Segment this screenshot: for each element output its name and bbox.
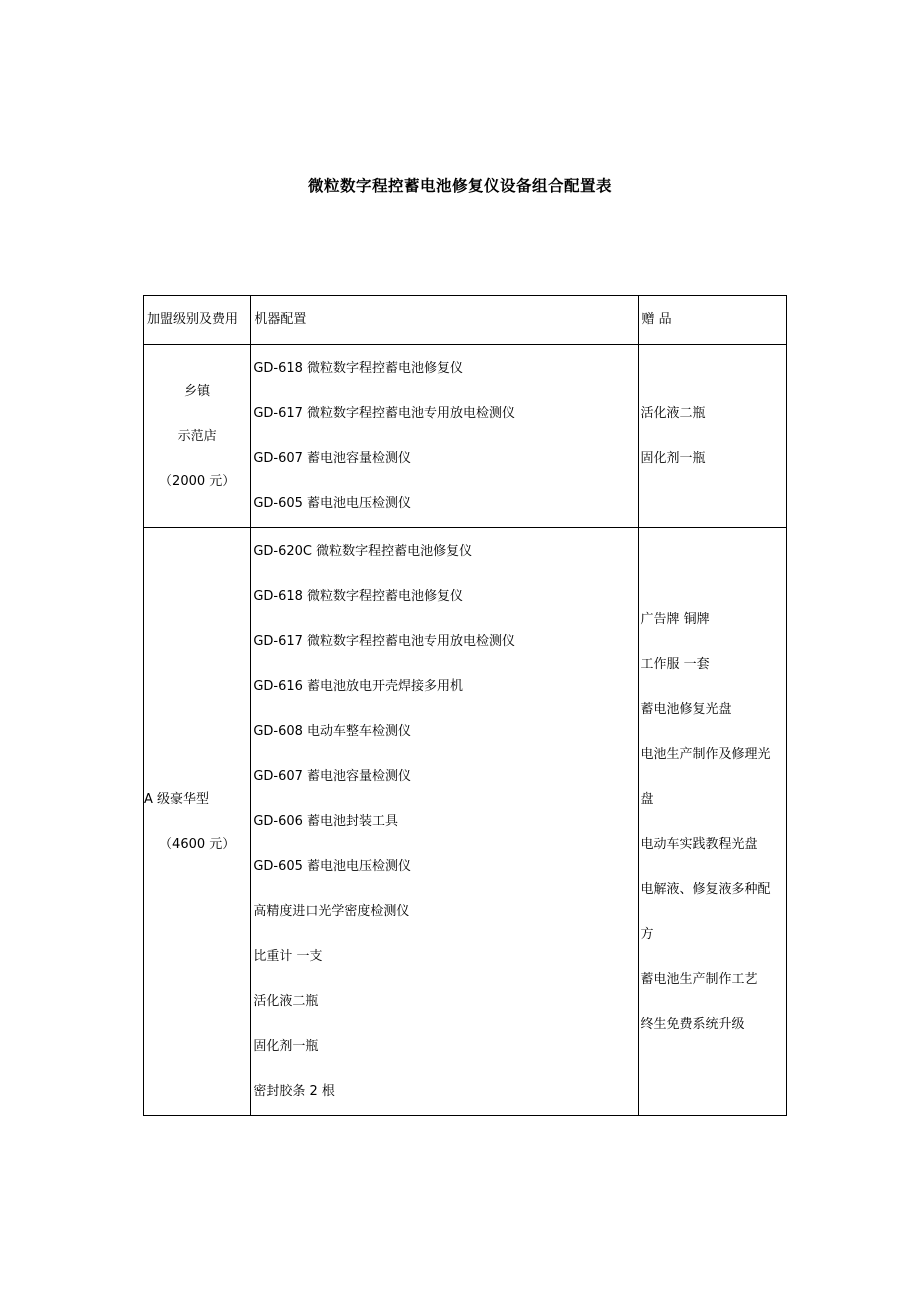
machines-cell <box>251 345 638 528</box>
machine-item: GD-617 微粒数字程控蓄电池专用放电检测仪 <box>253 634 516 649</box>
level-line: A 级豪华型 <box>144 791 210 807</box>
machine-item: 高精度进口光学密度检测仪 <box>253 904 410 919</box>
machine-item: GD-617 微粒数字程控蓄电池专用放电检测仪 <box>253 406 516 421</box>
document-title: 微粒数字程控蓄电池修复仪设备组合配置表 <box>307 177 612 195</box>
machine-item: GD-606 蓄电池封装工具 <box>253 814 399 829</box>
gift-item: 电池生产制作及修理光 <box>640 746 771 762</box>
machines-cell <box>251 528 638 1116</box>
table-row <box>144 528 787 1116</box>
gift-item: 广告牌 铜牌 <box>640 611 710 627</box>
table-row <box>144 345 787 528</box>
gift-item: 盘 <box>640 791 654 807</box>
table-header-row <box>144 296 787 345</box>
machine-item: GD-618 微粒数字程控蓄电池修复仪 <box>253 589 464 604</box>
gifts-cell <box>638 528 786 1116</box>
config-table <box>143 295 787 1116</box>
machine-item: GD-618 微粒数字程控蓄电池修复仪 <box>253 361 464 376</box>
header-level: 加盟级别及费用 <box>144 296 251 345</box>
machine-item: 活化液二瓶 <box>253 994 319 1009</box>
level-line: （4600 元） <box>159 836 236 852</box>
level-line: （2000 元） <box>159 473 236 489</box>
gift-item: 活化液二瓶 <box>640 406 706 421</box>
level-cell <box>144 528 251 1116</box>
machine-item: GD-620C 微粒数字程控蓄电池修复仪 <box>253 544 473 559</box>
gift-item: 蓄电池修复光盘 <box>640 701 732 717</box>
gift-item: 终生免费系统升级 <box>640 1016 745 1032</box>
header-machines: 机器配置 <box>251 296 638 345</box>
machine-item: GD-605 蓄电池电压检测仪 <box>253 496 412 511</box>
header-gifts: 赠 品 <box>638 296 786 345</box>
machine-item: GD-605 蓄电池电压检测仪 <box>253 859 412 874</box>
level-line: 示范店 <box>177 428 217 444</box>
machine-item: GD-607 蓄电池容量检测仪 <box>253 451 412 466</box>
machine-item: GD-607 蓄电池容量检测仪 <box>253 769 412 784</box>
gift-item: 蓄电池生产制作工艺 <box>640 971 758 987</box>
machine-item: 固化剂一瓶 <box>253 1039 319 1054</box>
machine-item: GD-608 电动车整车检测仪 <box>253 724 412 739</box>
machine-item: GD-616 蓄电池放电开壳焊接多用机 <box>253 679 464 694</box>
gifts-cell <box>638 345 786 528</box>
machine-item: 密封胶条 2 根 <box>253 1084 335 1099</box>
level-cell <box>144 345 251 528</box>
gift-item: 工作服 一套 <box>640 656 710 672</box>
gift-item: 方 <box>640 926 654 942</box>
level-line: 乡镇 <box>184 383 211 399</box>
gift-item: 固化剂一瓶 <box>640 451 706 466</box>
machine-item: 比重计 一支 <box>253 949 323 964</box>
gift-item: 电解液、修复液多种配 <box>640 881 771 897</box>
gift-item: 电动车实践教程光盘 <box>640 836 758 852</box>
